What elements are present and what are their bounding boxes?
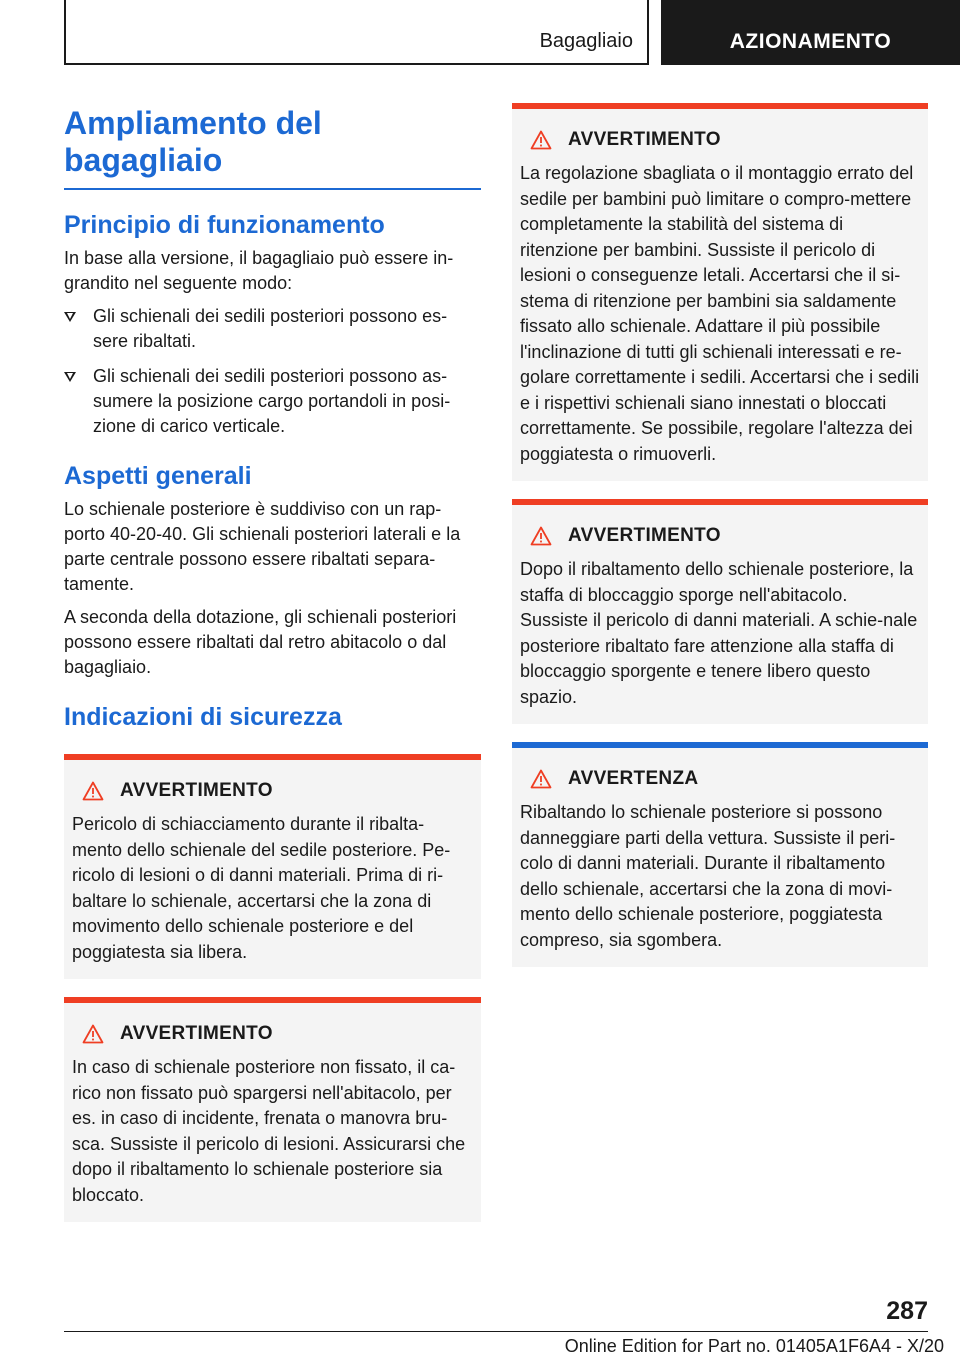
warning-header bbox=[520, 523, 920, 549]
warning-box bbox=[512, 103, 928, 481]
warning-header bbox=[72, 778, 473, 804]
notice-header bbox=[520, 766, 920, 792]
triangle-bullet-icon bbox=[64, 312, 76, 322]
warning-triangle-icon bbox=[530, 130, 552, 150]
general-paragraph: A seconda della dotazione, gli schienali posteriori possono essere ribaltati dal retro abitacolo o dal bagagliaio. bbox=[64, 607, 457, 677]
warning-title: AVVERTIMENTO bbox=[120, 780, 273, 801]
notice-title: AVVERTENZA bbox=[568, 768, 699, 789]
warning-text: In caso di schienale posteriore non fissato, il ca-rico non fissato può spargersi nell'abitacolo, per es. in caso di incidente, frenata o manovra bru-sca. Sussiste il pericolo di lesioni. Assicurarsi che dopo il ribaltamento lo schienale posteriore sia bloccato. bbox=[72, 1057, 466, 1205]
notice-text: Ribaltando lo schienale posteriore si possono danneggiare parti della vettura. Sussiste il peri-colo di danni materiali. Durante il ribaltamento dello schienale, accertarsi che la zona di movi-mento dello schienale posteriore, poggiatesta compreso, sia sgombera. bbox=[520, 802, 896, 950]
warning-title: AVVERTIMENTO bbox=[568, 129, 721, 150]
warning-box bbox=[512, 499, 928, 724]
list-item-text: Gli schienali dei sedili posteriori possono as-sumere la posizione cargo portandoli in posi-zione di carico verticale. bbox=[93, 366, 451, 436]
page-title: Ampliamento del bagagliaio bbox=[64, 105, 322, 178]
list-item-text: Gli schienali dei sedili posteriori possono es-sere ribaltati. bbox=[93, 306, 448, 351]
warning-title: AVVERTIMENTO bbox=[568, 525, 721, 546]
header-section-title: Bagagliaio bbox=[539, 30, 633, 52]
general-paragraph: Lo schienale posteriore è suddiviso con un rap-porto 40-20-40. Gli schienali posteriori laterali e la parte centrale possono essere ribaltati separa-tamente. bbox=[64, 499, 461, 594]
warning-text: Pericolo di schiacciamento durante il ribalta-mento dello schienale del sedile posteriore. Pe-ricolo di lesioni o di danni materiali. Prima di ri-baltare lo schienale, accertarsi che la zona di movimento dello schienale posteriore e del poggiatesta sia libera. bbox=[72, 814, 451, 962]
warning-text: La regolazione sbagliata o il montaggio errato del sedile per bambini può limitare o compro-mettere completamente la stabilità del sistema di ritenzione per bambini. Sussiste il pericolo di lesioni o conseguenze letali. Accertarsi che il si-stema di ritenzione per bambini sia saldamente fissato allo schienale. Adattare il più possibile l'inclinazione di tutti gli schienali interessati e re-golare correttamente i sedili. Accertarsi che i sedili e i rispettivi schienali siano innestati o bloccati correttamente. Se possibile, regolare l'altezza dei poggiatesta o rimuoverli. bbox=[520, 163, 920, 464]
footer-rule bbox=[64, 1331, 928, 1332]
notice-triangle-icon bbox=[530, 769, 552, 789]
header-chapter-tab: AZIONAMENTO bbox=[661, 0, 960, 65]
list-item bbox=[64, 364, 481, 439]
principle-heading: Principio di funzionamento bbox=[64, 211, 385, 239]
principle-list bbox=[64, 304, 481, 439]
title-rule bbox=[64, 188, 481, 190]
list-item bbox=[64, 304, 481, 354]
page-number: 287 bbox=[886, 1297, 928, 1325]
right-column bbox=[512, 103, 928, 985]
footer-edition: Online Edition for Part no. 01405A1F6A4 - X/20 bbox=[564, 1336, 944, 1356]
notice-box bbox=[512, 742, 928, 967]
warning-header bbox=[72, 1021, 473, 1047]
warning-triangle-icon bbox=[82, 781, 104, 801]
warning-triangle-icon bbox=[530, 526, 552, 546]
triangle-bullet-icon bbox=[64, 372, 76, 382]
warning-triangle-icon bbox=[82, 1024, 104, 1044]
left-column bbox=[64, 105, 481, 1240]
general-heading: Aspetti generali bbox=[64, 462, 252, 490]
principle-intro: In base alla versione, il bagagliaio può essere in-grandito nel seguente modo: bbox=[64, 248, 454, 293]
warning-box bbox=[64, 754, 481, 979]
warning-header bbox=[520, 127, 920, 153]
warning-text: Dopo il ribaltamento dello schienale posteriore, la staffa di bloccaggio sporge nell'abitacolo. Sussiste il pericolo di danni materiali. A schie-nale posteriore ribaltato fare attenzione alla staffa di bloccaggio sporgente e tenere libero questo spazio. bbox=[520, 559, 918, 707]
safety-heading: Indicazioni di sicurezza bbox=[64, 703, 342, 731]
warning-title: AVVERTIMENTO bbox=[120, 1023, 273, 1044]
warning-box bbox=[64, 997, 481, 1222]
header-section-box bbox=[64, 0, 649, 65]
